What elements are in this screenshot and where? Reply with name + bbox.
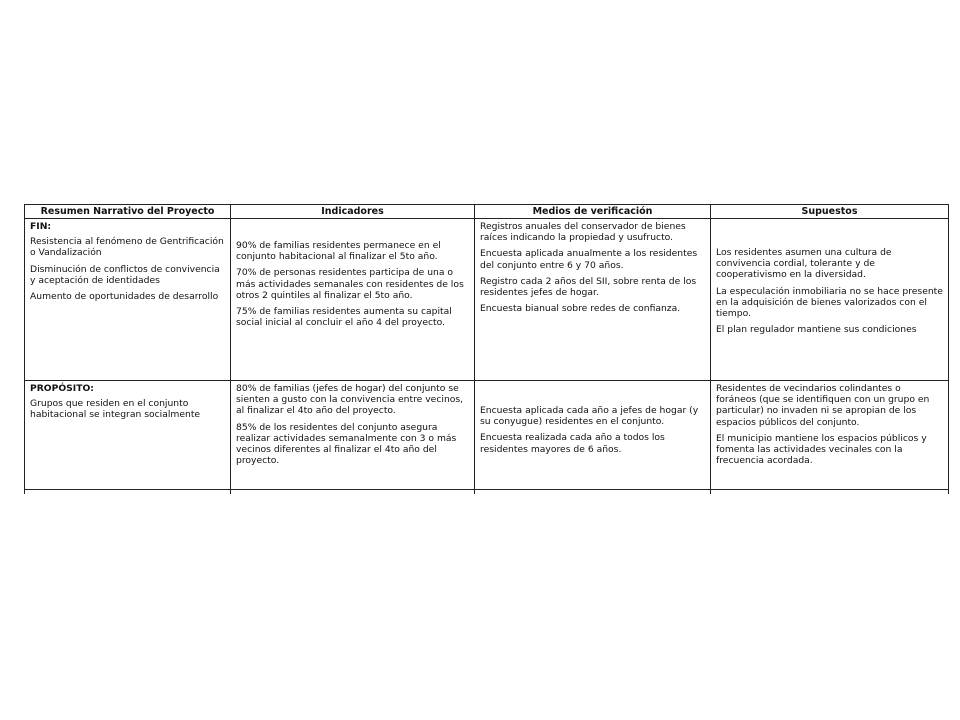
fin-medios-cell (475, 219, 711, 381)
continuation-cell (25, 490, 231, 495)
logframe-matrix-table (24, 204, 949, 494)
header-supuestos: Supuestos (711, 205, 949, 219)
proposito-indicador-item: 85% de los residentes del conjunto asegura realizar actividades semanalmente con 3 o más vecinos diferentes al finalizar el 4to año del proyecto. (236, 421, 457, 467)
proposito-indicador-item: 80% de familias (jefes de hogar) del conjunto se sienten a gusto con la convivencia entre vecinos, al finalizar el 4to año del proyecto. (236, 383, 464, 417)
fin-medio-item: Registro cada 2 años del SII, sobre renta de los residentes jefes de hogar. (480, 275, 697, 299)
proposito-supuesto-item: Residentes de vecindarios colindantes o foráneos (que se identifiquen con un grupo en particular) no invaden ni se apropian de los espacios públicos del conjunto. (716, 383, 930, 428)
proposito-medios-cell (475, 381, 711, 490)
table-row-proposito (25, 381, 949, 490)
continuation-cell (711, 490, 949, 495)
proposito-medio-item: Encuesta realizada cada año a todos los residentes mayores de 6 años. (480, 432, 665, 455)
fin-medio-item: Encuesta aplicada anualmente a los residentes del conjunto entre 6 y 70 años. (480, 248, 698, 271)
fin-supuesto-item: El plan regulador mantiene sus condiciones (716, 324, 917, 336)
table-row-continuation (25, 490, 949, 495)
fin-indicadores-cell (231, 219, 475, 381)
proposito-indicadores-cell (231, 381, 475, 490)
fin-supuesto-item: La especulación inmobiliaria no se hace presente en la adquisición de bienes valorizados con el tiempo. (716, 285, 943, 320)
fin-title: FIN: (30, 221, 52, 232)
fin-resumen-item: Aumento de oportunidades de desarrollo (30, 291, 219, 303)
fin-resumen-item: Resistencia al fenómeno de Gentrificación o Vandalización (30, 236, 224, 259)
header-resumen: Resumen Narrativo del Proyecto (25, 205, 231, 219)
fin-medio-item: Encuesta bianual sobre redes de confianza. (480, 303, 681, 315)
header-indicadores: Indicadores (231, 205, 475, 219)
proposito-resumen-cell (25, 381, 231, 490)
proposito-medio-item: Encuesta aplicada cada año a jefes de hogar (y su conyugue) residentes en el conjunto. (480, 405, 699, 428)
continuation-cell (475, 490, 711, 495)
header-medios: Medios de verificación (475, 205, 711, 219)
header-row (25, 205, 949, 219)
fin-indicador-item: 70% de personas residentes participa de una o más actividades semanales con residentes de los otros 2 quintiles al finalizar el 5to año. (236, 267, 464, 301)
fin-supuesto-item: Los residentes asumen una cultura de convivencia cordial, tolerante y de cooperativismo en la diversidad. (716, 247, 892, 281)
fin-resumen-item: Disminución de conflictos de convivencia y aceptación de identidades (30, 263, 220, 286)
fin-medio-item: Registros anuales del conservador de bienes raíces indicando la propiedad y usufructo. (480, 221, 686, 244)
fin-indicador-item: 90% de familias residentes permanece en el conjunto habitacional al finalizar el 5to año. (236, 240, 441, 263)
proposito-supuesto-item: El municipio mantiene los espacios públicos y fomenta las actividades vecinales con la frecuencia acordada. (716, 432, 927, 467)
continuation-cell (231, 490, 475, 495)
fin-indicador-item: 75% de familias residentes aumenta su capital social inicial al concluir el año 4 del proyecto. (236, 306, 452, 329)
proposito-title: PROPÓSITO: (30, 383, 94, 394)
fin-resumen-cell (25, 219, 231, 381)
proposito-resumen-item: Grupos que residen en el conjunto habitacional se integran socialmente (30, 398, 201, 421)
proposito-supuestos-cell (711, 381, 949, 490)
table-row-fin (25, 219, 949, 381)
fin-supuestos-cell (711, 219, 949, 381)
